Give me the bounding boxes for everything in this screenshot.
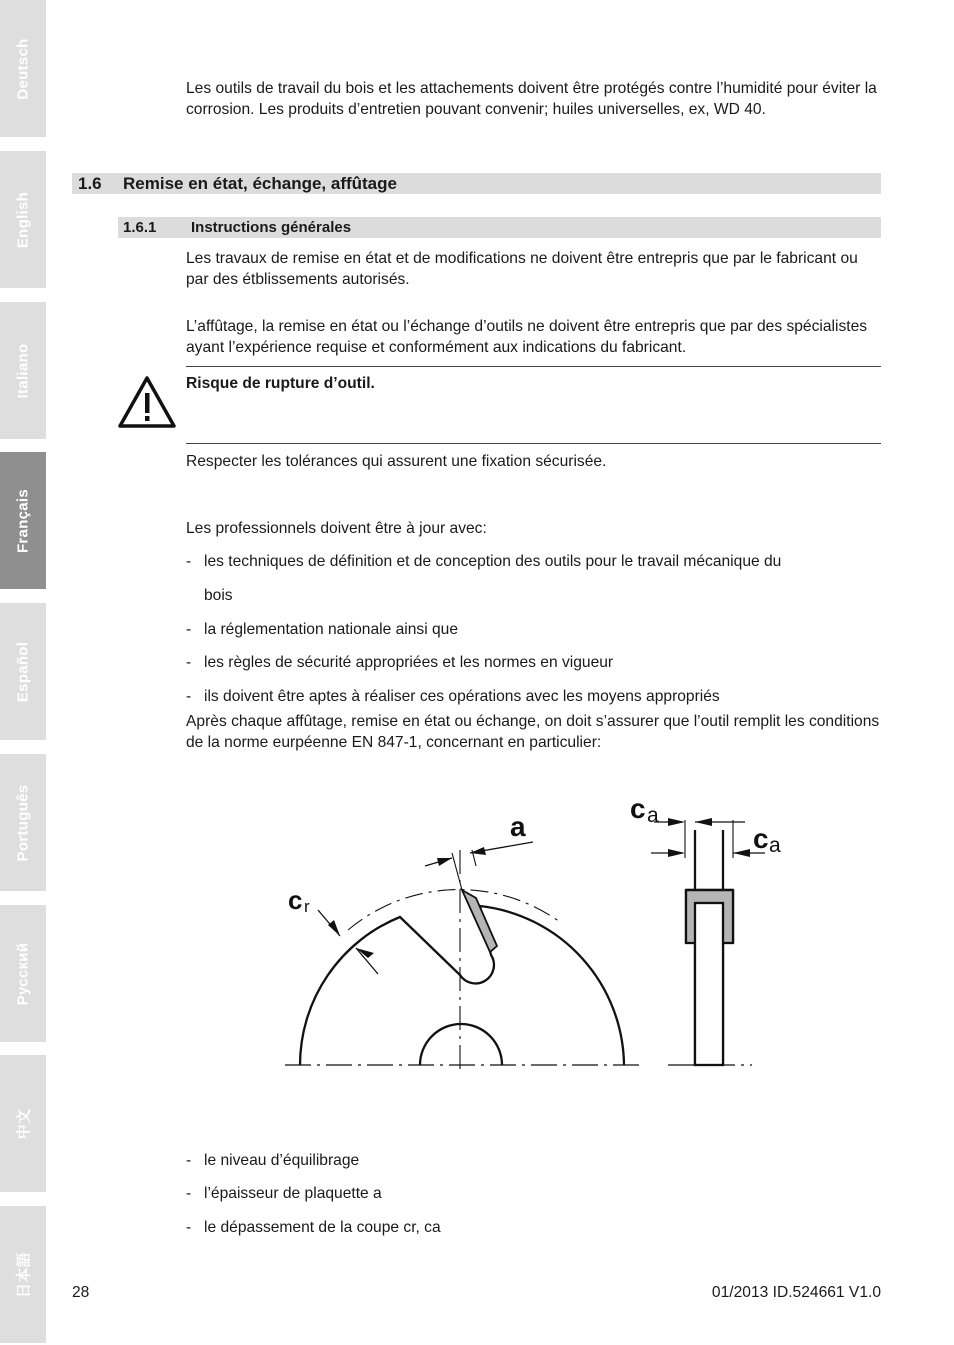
label-ca-right-subscript: a — [769, 834, 781, 857]
label-ca-top: c — [630, 793, 646, 824]
list-item-text: le niveau d’équilibrage — [204, 1152, 360, 1169]
lang-tab-label: 日本語 — [15, 1251, 33, 1298]
intro-paragraph: Les outils de travail du bois et les attachements doivent être protégés contre l’humidité pour éviter la corrosion. Les produits d’entretien pouvant convenir; huiles universelles, ex, WD 40. — [186, 80, 877, 118]
list-item-text: les techniques de définition et de conception des outils pour le travail mécanique du — [204, 553, 782, 570]
list-bullet: - — [186, 621, 192, 638]
label-cr-subscript: r — [304, 897, 310, 916]
label-a: a — [510, 811, 526, 842]
list-item-text: la réglementation nationale ainsi que — [204, 621, 459, 638]
lang-tab-label: Deutsch — [14, 37, 32, 100]
section-number: 1.6 — [78, 174, 102, 193]
list-bullet: - — [186, 553, 192, 570]
lang-tab-label: Русский — [14, 942, 32, 1005]
label-ca-top-subscript: a — [647, 804, 659, 827]
body-paragraph-2: L’affûtage, la remise en état ou l’échange d’outils ne doivent être entrepris que par des spécialistes ayant l’expérience requise et conformément aux indications du fabricant. — [186, 318, 868, 356]
list-item-text: l’épaisseur de plaquette a — [204, 1185, 382, 1202]
after-paragraph: Après chaque affûtage, remise en état ou échange, on doit s’assurer que l’outil remplit les conditions de la norme eurpéenne EN 847-1, concernant en particulier: — [186, 713, 880, 751]
subsection-title: Instructions générales — [191, 219, 352, 236]
body-paragraph-1: Les travaux de remise en état et de modifications ne doivent être entrepris que par le fabricant ou par des étblissements autorisés. — [186, 250, 858, 288]
page-number: 28 — [72, 1284, 90, 1301]
subsection-number: 1.6.1 — [123, 219, 157, 236]
list-bullet: - — [186, 688, 192, 705]
lang-tab-label: Français — [14, 488, 32, 553]
lang-tab-label: Italiano — [14, 343, 32, 398]
list-bullet: - — [186, 1152, 192, 1169]
lang-tab-label: English — [14, 191, 32, 248]
warning-title: Risque de rupture d’outil. — [186, 375, 375, 392]
list-bullet: - — [186, 654, 192, 671]
professionals-intro: Les professionnels doivent être à jour avec: — [186, 520, 487, 537]
section-title: Remise en état, échange, affûtage — [123, 174, 397, 193]
list-item-text: bois — [204, 587, 233, 604]
list-bullet: - — [186, 1185, 192, 1202]
label-cr: c — [288, 885, 303, 915]
list-item-text: les règles de sécurité appropriées et les normes en vigueur — [204, 654, 614, 671]
lang-tab-label: Español — [14, 641, 32, 702]
warning-text: Respecter les tolérances qui assurent une fixation sécurisée. — [186, 453, 607, 470]
list-bullet: - — [186, 1219, 192, 1236]
list-item-text: ils doivent être aptes à réaliser ces opérations avec les moyens appropriés — [204, 688, 720, 705]
list-item-text: le dépassement de la coupe cr, ca — [204, 1219, 441, 1236]
document-id: 01/2013 ID.524661 V1.0 — [711, 1284, 881, 1301]
lang-tab-label: 中文 — [15, 1108, 33, 1139]
lang-tab-label: Português — [14, 784, 32, 861]
label-ca-right: c — [753, 823, 769, 854]
